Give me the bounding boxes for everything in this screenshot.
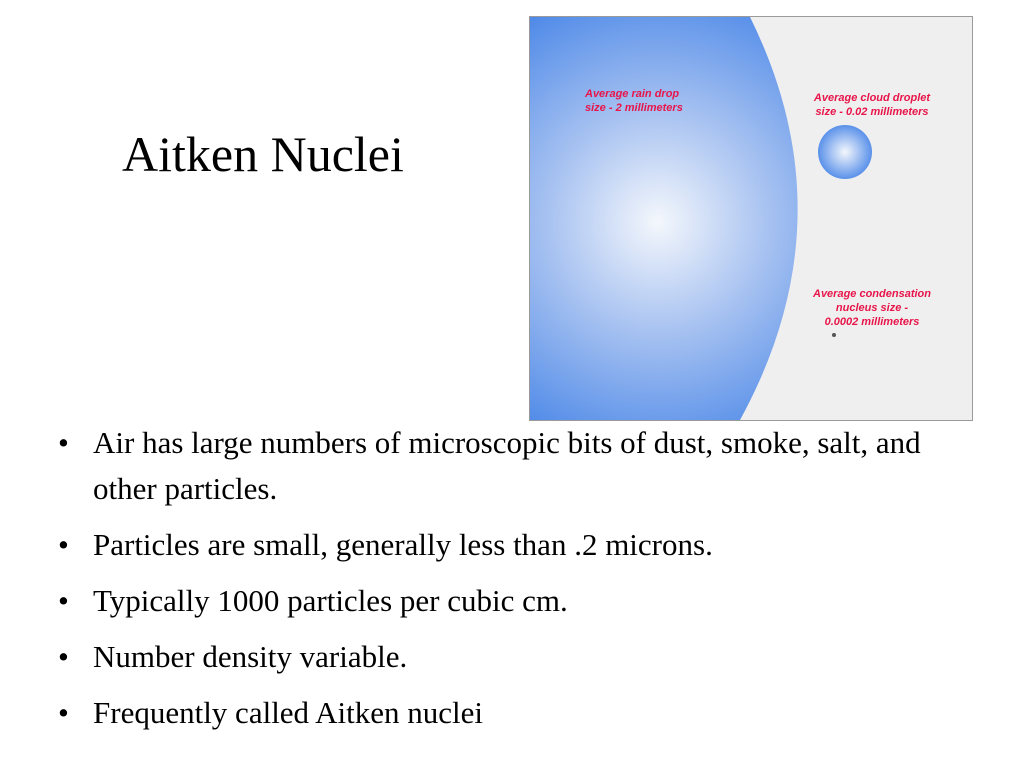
bullet-item bbox=[58, 522, 958, 568]
condensation-nucleus-dot bbox=[832, 333, 836, 337]
droplet-illustration bbox=[530, 17, 972, 420]
rain-drop-label: Average rain drop size - 2 millimeters bbox=[585, 88, 683, 114]
bullet-text: Frequently called Aitken nuclei bbox=[93, 695, 483, 730]
bullet-marker: • bbox=[58, 639, 69, 674]
bullet-text: Typically 1000 particles per cubic cm. bbox=[93, 583, 568, 618]
bullet-text: Number density variable. bbox=[93, 639, 408, 674]
bullet-marker: • bbox=[58, 583, 69, 618]
slide-title: Aitken Nuclei bbox=[122, 126, 404, 182]
bullet-text: Particles are small, generally less than .2 microns. bbox=[93, 527, 713, 562]
condensation-nucleus-label: Average condensation nucleus size - 0.0002 millimeters bbox=[813, 288, 931, 328]
bullet-text: Air has large numbers of microscopic bits of dust, smoke, salt, and other particles. bbox=[93, 425, 921, 506]
bullet-marker: • bbox=[58, 425, 69, 460]
bullet-item bbox=[58, 634, 958, 680]
cloud-droplet-label: Average cloud droplet size - 0.02 millimeters bbox=[813, 92, 931, 118]
bullet-marker: • bbox=[58, 527, 69, 562]
bullet-item bbox=[58, 420, 958, 512]
rain-drop-shape bbox=[530, 17, 798, 420]
bullet-marker: • bbox=[58, 695, 69, 730]
cloud-droplet-circle bbox=[818, 125, 872, 179]
bullet-list bbox=[58, 420, 958, 746]
bullet-item bbox=[58, 690, 958, 736]
droplet-size-figure bbox=[529, 16, 973, 421]
bullet-item bbox=[58, 578, 958, 624]
